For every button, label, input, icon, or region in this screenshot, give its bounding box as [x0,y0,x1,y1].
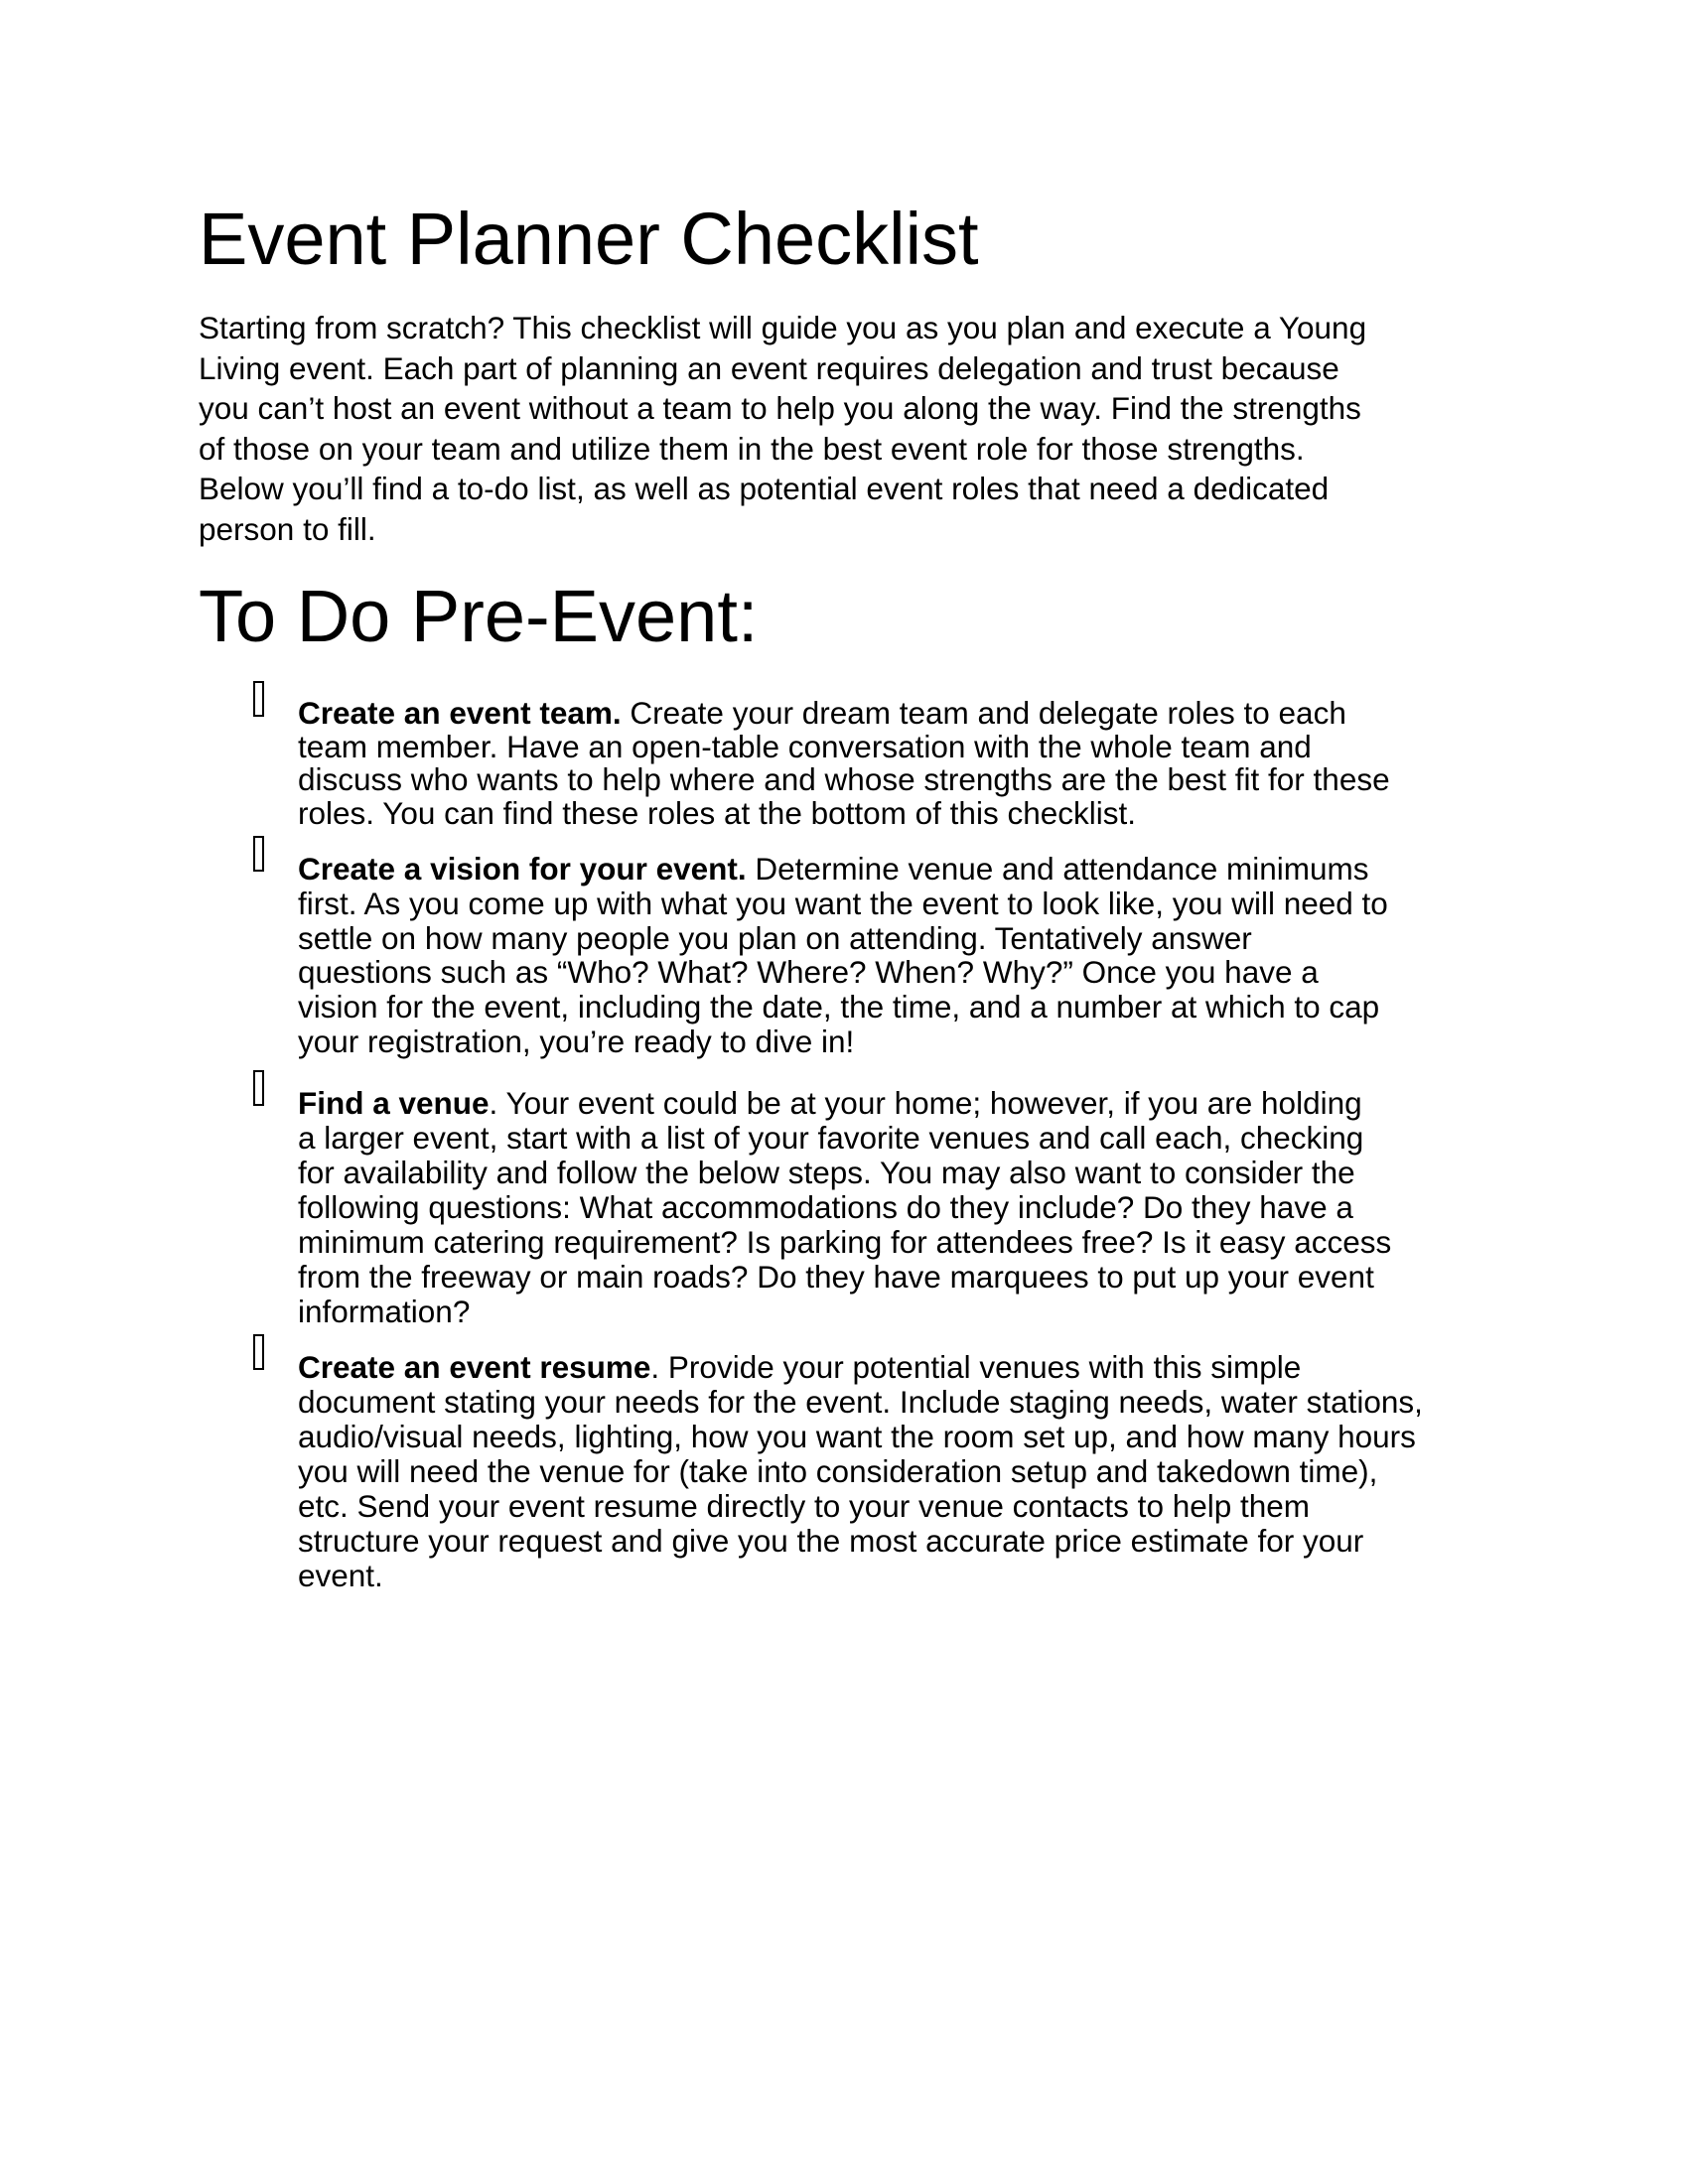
checkbox-icon[interactable] [253,681,264,717]
intro-line: Below you’ll find a to-do list, as well as potential event roles that need a dedicated [199,471,1330,507]
checklist-item-lead: Create a vision for your event. [298,851,747,887]
checklist-item-text: Create an event team. Create your dream team and delegate roles to each team member. Have an open-table conversation with the whole team and discuss who wants to help where and whose strengths are the best fit for these roles. You can find these roles at the bottom of this checklist. [298,695,1390,831]
checklist-item-text: Create an event resume. Provide your potential venues with this simple document stating your needs for the event. Include staging needs, water stations, audio/visual needs, lighting, how you want the room set up, and how many hours you will need the venue for (take into consideration setup and takedown time), etc. Send your event resume directly to your venue contacts to help them structure your request and give you the most accurate price estimate for your event. [298,1349,1423,1593]
checkbox-icon[interactable] [253,1334,264,1370]
intro-line: person to fill. [199,510,376,547]
checklist-item-text: Find a venue. Your event could be at your home; however, if you are holding a larger event, start with a list of your favorite venues and call each, checking for availability and follow the below steps. You may also want to consider the following questions: What accommodations do they include? Do they have a minimum catering requirement? Is parking for attendees free? Is it easy access from the freeway or main roads? Do they have marquees to put up your event information? [298,1085,1392,1329]
checkbox-icon[interactable] [253,836,264,872]
intro-line: of those on your team and utilize them in the best event role for those strengths. [199,430,1305,467]
intro-line: Starting from scratch? This checklist will guide you as you plan and execute a Young [199,310,1367,345]
section-title: To Do Pre-Event: [199,575,759,657]
checklist-item-text: Create a vision for your event. Determine venue and attendance minimums first. As you come up with what you want the event to look like, you will need to settle on how many people you plan on attending. Tentatively answer questions such as “Who? What? Where? When? Why?” Once you have a vision for the event, including the date, the time, and a number at which to cap your registration, you’re ready to dive in! [298,851,1388,1059]
checklist-item-lead: Create an event resume [298,1349,651,1385]
intro-line: Living event. Each part of planning an event requires delegation and trust because [199,349,1339,386]
checklist-item-lead: Find a venue [298,1085,490,1121]
checkbox-icon[interactable] [253,1070,264,1106]
intro-line: you can’t host an event without a team to help you along the way. Find the strengths [199,390,1361,427]
page-title: Event Planner Checklist [199,198,979,280]
checklist-item-lead: Create an event team. [298,695,622,731]
